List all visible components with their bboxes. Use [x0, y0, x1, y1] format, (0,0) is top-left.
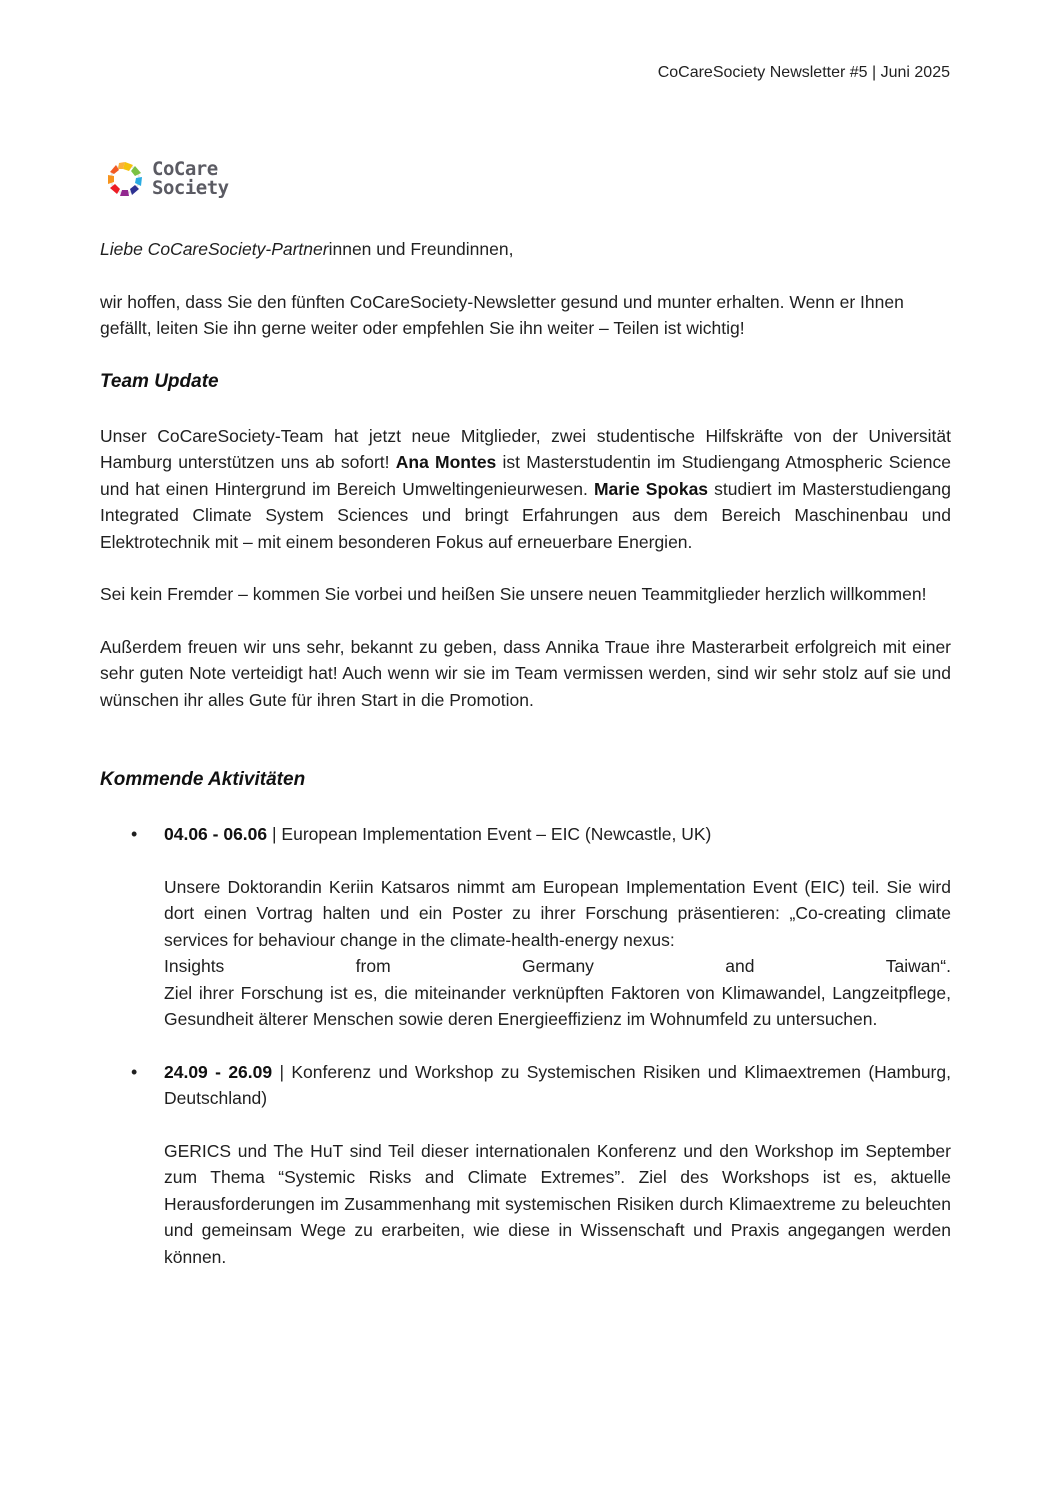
- greeting-part-3: innen,: [465, 239, 514, 259]
- activity-separator: |: [272, 1061, 292, 1082]
- logo-wordmark: [152, 160, 229, 198]
- activity-separator: |: [267, 824, 282, 844]
- greeting-part-1: Liebe CoCareSociety-Partner: [100, 239, 329, 259]
- bullet-icon: •: [131, 1061, 138, 1082]
- activity-detail-spread-line: [164, 953, 951, 980]
- team-update-heading: Team Update: [100, 370, 219, 392]
- activity-date: 24.09 - 26.09: [164, 1061, 273, 1082]
- activity-detail-b: Ziel ihrer Forschung ist es, die miteinander verknüpften Faktoren von Klimawandel, Langzeitpflege, Gesundheit älterer Menschen sowie deren Energieeffizienz im Wohnumfeld zu untersuchen.: [164, 982, 951, 1029]
- activity-detail: [164, 874, 951, 1033]
- activity-title-line: [164, 821, 951, 848]
- team-text-a: Unser CoCareSociety-Team hat jetzt neue Mitglieder, zwei studentische Hilfskräfte von der Universität Hamburg unterstützen uns ab sofort!: [100, 425, 951, 472]
- greeting-part-2-suffix: [329, 239, 466, 259]
- activity-detail: GERICS und The HuT sind Teil dieser internationalen Konferenz und den Workshop im September zum Thema “Systemic Risks and Climate Extremes”. Ziel des Workshops ist es, aktuelle Herausforderungen im Zusammenhang mit systemischen Risiken durch Klimaextreme zu beleuchten und gemeinsam Wege zu erarbeiten, wie diese in Wissenschaft und Praxis angegangen werden können.: [164, 1140, 951, 1267]
- activity-title-line: [164, 1059, 951, 1112]
- cocaresociety-logo: [102, 154, 242, 204]
- team-update-paragraph-2: Sei kein Fremder – kommen Sie vorbei und heißen Sie unsere neuen Teammitglieder herzlich willkommen!: [100, 584, 927, 604]
- activity-title: Konferenz und Workshop zu Systemischen Risiken und Klimaextremen (Hamburg, Deutschland): [164, 1061, 951, 1108]
- activity-item: [100, 821, 951, 1033]
- logo-ring-icon: [102, 156, 148, 202]
- team-text-c: studiert im Masterstudiengang Integrated Climate System Sciences und bringt Erfahrungen aus dem Bereich Maschinenbau und Elektrotechnik mit – mit einem besonderen Fokus auf erneuerbare Energien.: [100, 478, 952, 552]
- intro-paragraph: wir hoffen, dass Sie den fünften CoCareSociety-Newsletter gesund und munter erhalten. Wenn er Ihnen gefällt, leiten Sie ihn gerne weiter oder empfehlen Sie ihn weiter – Teilen ist wichtig!: [100, 291, 904, 338]
- logo-line-1: CoCare: [152, 158, 218, 180]
- activity-date: 04.06 - 06.06: [164, 824, 268, 844]
- newsletter-body: [100, 236, 951, 1270]
- spread-word: Germany: [521, 956, 594, 976]
- spread-word: from: [355, 956, 391, 976]
- spread-word: Insights: [164, 956, 225, 976]
- team-text-b: ist Masterstudentin im Studiengang Atmospheric Science und hat einen Hintergrund im Bereich Umweltingenieurwesen.: [100, 452, 951, 499]
- activities-heading: Kommende Aktivitäten: [100, 769, 306, 790]
- spread-word: and: [725, 956, 755, 976]
- activities-list: [100, 821, 951, 1270]
- activity-item: [100, 1059, 951, 1271]
- member-name-marie: Marie Spokas: [593, 478, 709, 499]
- logo-line-2: Society: [152, 177, 229, 199]
- bullet-icon: •: [131, 824, 138, 844]
- activity-detail-a: Unsere Doktorandin Keriin Katsaros nimmt am European Implementation Event (EIC) teil. Sie wird dort einen Vortrag halten und ein Poster zu ihrer Forschung präsentieren: „Co-creating climate services for behaviour change in the climate-health-energy nexus:: [164, 876, 951, 950]
- spread-word: Taiwan“.: [885, 956, 951, 976]
- greeting: [100, 236, 951, 263]
- greeting-part-2: innen und Freund: [328, 239, 466, 259]
- team-update-paragraph-1: [100, 423, 951, 556]
- member-name-ana: Ana Montes: [395, 452, 497, 472]
- team-update-paragraph-3: Außerdem freuen wir uns sehr, bekannt zu geben, dass Annika Traue ihre Masterarbeit erfolgreich mit einer sehr guten Note verteidigt hat! Auch wenn wir sie im Team vermissen werden, sind wir sehr stolz auf sie und wünschen ihr alles Gute für ihren Start in die Promotion.: [100, 636, 951, 710]
- activity-title: European Implementation Event – EIC (Newcastle, UK): [281, 824, 712, 844]
- newsletter-header: CoCareSociety Newsletter #5 | Juni 2025: [657, 64, 950, 81]
